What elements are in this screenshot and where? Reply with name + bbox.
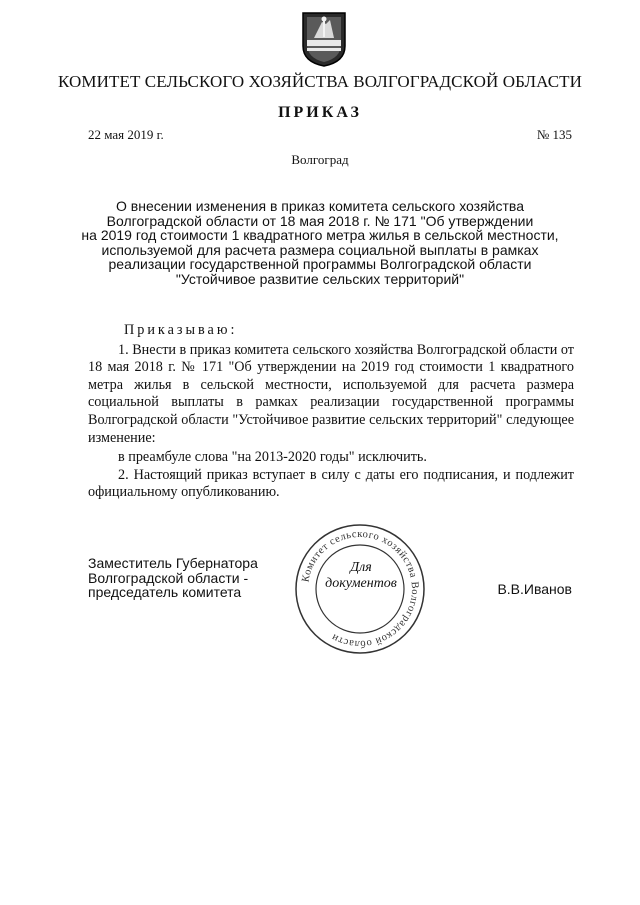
volgograd-coat-of-arms-icon (300, 10, 348, 68)
document-type-heading: ПРИКАЗ (278, 104, 362, 121)
subject-line: реализации государственной программы Волгоградской области (108, 256, 532, 273)
signer-position (88, 556, 258, 600)
document-city: Волгоград (291, 152, 349, 167)
document-date: 22 мая 2019 г. (88, 127, 164, 142)
document-subject (80, 199, 560, 287)
document-number: № 135 (536, 127, 572, 142)
subject-line: "Устойчивое развитие сельских территорий" (175, 270, 465, 287)
stamp-center-line: документов (325, 576, 397, 591)
subject-line: О внесении изменения в приказ комитета сельского хозяйства (116, 198, 524, 214)
document-body (88, 322, 574, 502)
signer-position-line: председатель комитета (88, 584, 242, 601)
organization-title: КОМИТЕТ СЕЛЬСКОГО ХОЗЯЙСТВА ВОЛГОГРАДСКОЙ ОБЛАСТИ (57, 72, 582, 91)
subject-line: Волгоградской области от 18 мая 2018 г. № 171 "Об утверждении (106, 212, 534, 229)
order-item-2: 2. Настоящий приказ вступает в силу с даты его подписания, и подлежит официальному опубликованию. (88, 466, 574, 501)
signer-name: В.В.Иванов (497, 581, 572, 597)
signer-position-line: Волгоградской области - (88, 569, 249, 586)
order-item-1-change: в преамбуле слова "на 2013-2020 годы" исключить. (118, 449, 427, 466)
order-item-1: 1. Внести в приказ комитета сельского хозяйства Волгоградской области от 18 мая 2018 г. № 171 "Об утверждении на 2019 год стоимости 1 квадратного метра жилья в сельской местности, используемой для расчета размера социальной выплаты в рамках реализации государственной программы Волгоградской области "Устойчивое развитие сельских территорий" следующее изменение: (88, 341, 574, 446)
signer-position-line: Заместитель Губернатора (88, 555, 258, 571)
stamp-center-text (322, 560, 400, 592)
subject-line: используемой для расчета размера социальной выплаты в рамках (101, 241, 539, 258)
stamp-center-line: Для (350, 560, 372, 575)
order-intro: Приказываю: (124, 322, 238, 338)
stamp-ring-text: Комитет сельского хозяйства Волгоградской области (300, 528, 421, 650)
subject-line: на 2019 год стоимости 1 квадратного метра жилья в сельской местности, (81, 227, 559, 244)
